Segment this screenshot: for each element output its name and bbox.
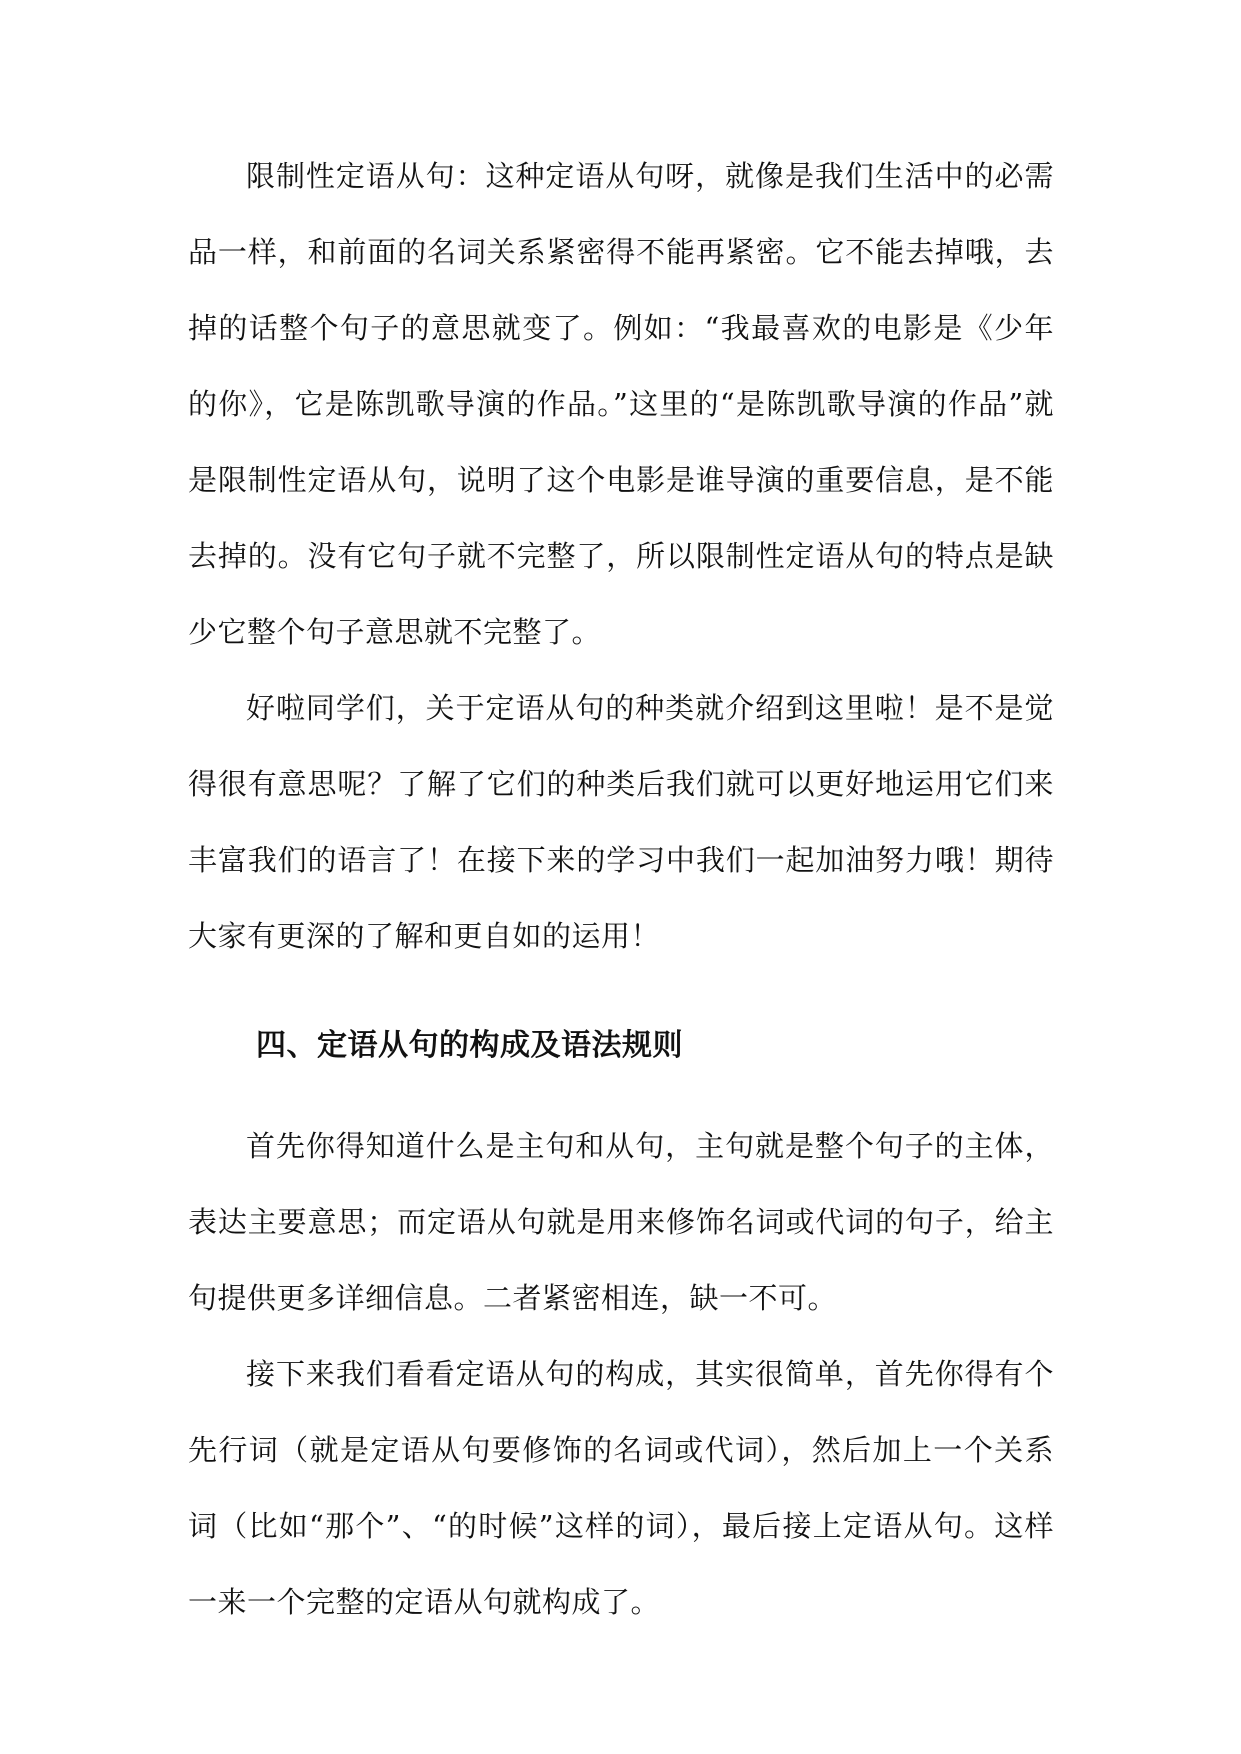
paragraph-clause-structure: 接下来我们看看定语从句的构成，其实很简单，首先你得有个先行词（就是定语从句要修饰的名词或代词），然后加上一个关系词（比如“那个”、“的时候”这样的词），最后接上定语从句。这样一来一个完整的定语从句就构成了。 [188, 1357, 1054, 1619]
paragraph-main-and-subordinate: 首先你得知道什么是主句和从句，主句就是整个句子的主体，表达主要意思；而定语从句就是用来修饰名词或代词的句子，给主句提供更多详细信息。二者紧密相连，缺一不可。 [188, 1129, 1054, 1315]
document-body [188, 138, 1054, 1640]
paragraph-summary: 好啦同学们，关于定语从句的种类就介绍到这里啦！是不是觉得很有意思呢？了解了它们的种类后我们就可以更好地运用它们来丰富我们的语言了！在接下来的学习中我们一起加油努力哦！期待大家有更深的了解和更自如的运用！ [188, 691, 1054, 953]
paragraph-restrictive-clause: 限制性定语从句：这种定语从句呀，就像是我们生活中的必需品一样，和前面的名词关系紧密得不能再紧密。它不能去掉哦，去掉的话整个句子的意思就变了。例如：“我最喜欢的电影是《少年的你》，它是陈凯歌导演的作品。”这里的“是陈凯歌导演的作品”就是限制性定语从句，说明了这个电影是谁导演的重要信息，是不能去掉的。没有它句子就不完整了，所以限制性定语从句的特点是缺少它整个句子意思就不完整了。 [188, 159, 1054, 649]
section-heading: 四、定语从句的构成及语法规则 [256, 1028, 683, 1063]
